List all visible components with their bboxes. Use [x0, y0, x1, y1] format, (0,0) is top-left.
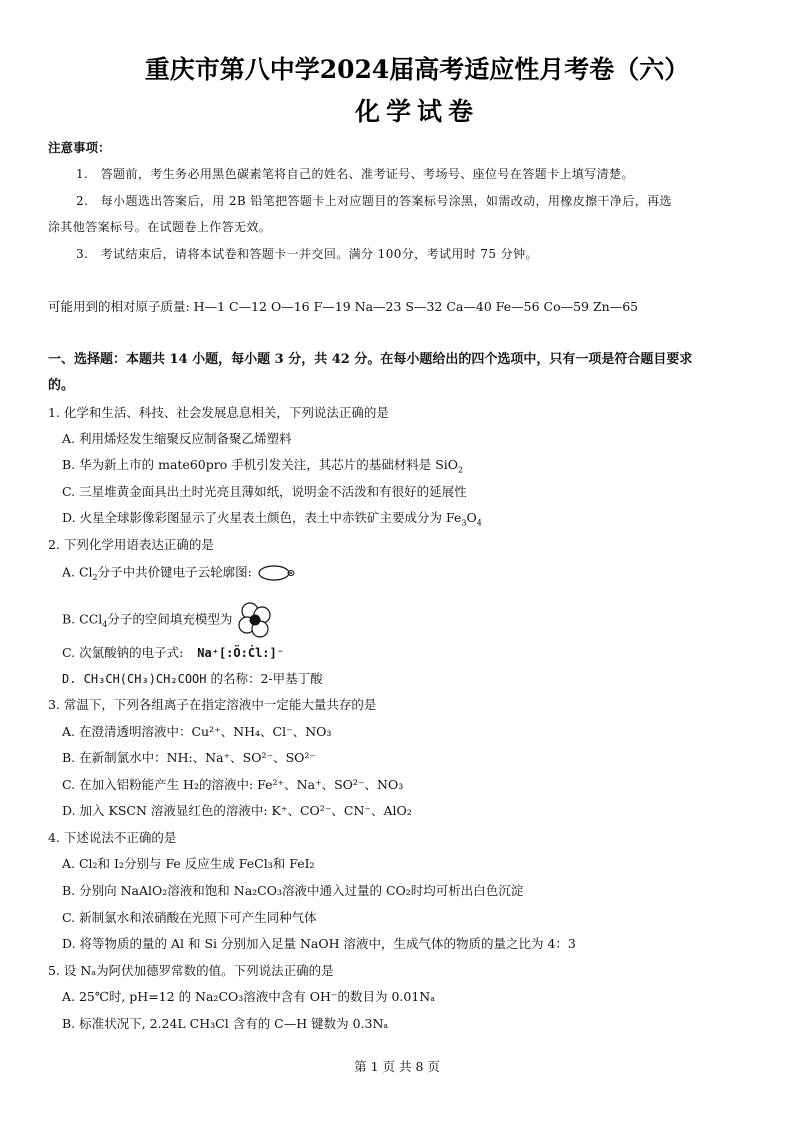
question-2-stem: 2. 下列化学用语表达正确的是 [48, 537, 214, 552]
q3-option-d: D. 加入 KSCN 溶液显红色的溶液中: K⁺、CO²⁻、CN⁻、AlO₂ [62, 803, 412, 818]
sodium-hypochlorite-formula: Na⁺[:Ö:Ċl:]⁻ [197, 646, 284, 660]
section-heading: 一、选择题：本题共 14 小题，每小题 3 分，共 42 分。在每小题给出的四个选项中，只有一项是符合题目要求 [48, 352, 693, 367]
q1-option-c: C. 三星堆黄金面具出土时光亮且薄如纸，说明金不活泼和有很好的延展性 [62, 484, 467, 499]
note-item: 1. 答题前，考生务必用黑色碳素笔将自己的姓名、准考证号、考场号、座位号在答题卡上填写清楚。 [76, 167, 634, 181]
q4-option-a: A. Cl₂和 I₂分别与 Fe 反应生成 FeCl₃和 FeI₂ [62, 856, 315, 871]
q2-option-c: C. 次氯酸钠的电子式: Na⁺[:Ö:Ċl:]⁻ [62, 645, 284, 660]
q5-option-a: A. 25℃时, pH=12 的 Na₂CO₃溶液中含有 OH⁻的数目为 0.01Nₐ [62, 989, 436, 1004]
q1-option-d: D. 火星全球影像彩图显示了火星表土颜色，表土中赤铁矿主要成分为 $Fe_3O_4$ [62, 510, 482, 528]
notes-heading: 注意事项： [48, 140, 111, 155]
question-5-stem: 5. 设 Nₐ为阿伏加德罗常数的值。下列说法正确的是 [48, 963, 334, 978]
space-filling-model-icon [236, 601, 274, 639]
q3-option-a: A. 在澄清透明溶液中：Cu²⁺、NH₄、Cl⁻、NO₃ [62, 724, 332, 739]
note-item: 3. 考试结束后，请将本试卷和答题卡一并交回。满分 100分，考试用时 75 分钟。 [76, 247, 538, 261]
section-heading-cont: 的。 [48, 378, 75, 393]
q2-option-d: D. CH₃CH(CH₃)CH₂COOH 的名称：2-甲基丁酸 [62, 671, 323, 686]
q1-option-a: A. 利用烯烃发生缩聚反应制备聚乙烯塑料 [62, 431, 292, 446]
question-3-stem: 3. 常温下，下列各组离子在指定溶液中一定能大量共存的是 [48, 697, 377, 712]
q4-option-c: C. 新制氯水和浓硝酸在光照下可产生同种气体 [62, 910, 317, 925]
note-item: 2. 每小题选出答案后，用 2B 铅笔把答题卡上对应题目的答案标号涂黑，如需改动，用橡皮擦干净后，再选 [76, 194, 672, 208]
question-4-stem: 4. 下述说法不正确的是 [48, 830, 177, 845]
question-1-stem: 1. 化学和生活、科技、社会发展息息相关，下列说法正确的是 [48, 405, 389, 420]
q4-option-b: B. 分别向 NaAlO₂溶液和饱和 Na₂CO₃溶液中通入过量的 CO₂时均可析出白色沉淀 [62, 883, 524, 898]
note-item: 涂其他答案标号。在试题卷上作答无效。 [48, 220, 272, 234]
exam-title: 重庆市第八中学2024届高考适应性月考卷（六） [144, 55, 690, 84]
q3-option-b: B. 在新制氯水中：NH:、Na⁺、SO²⁻、SO²⁻ [62, 750, 317, 765]
page-number: 第 1 页 共 8 页 [354, 1059, 440, 1074]
q4-option-d: D. 将等物质的量的 Al 和 Si 分别加入足量 NaOH 溶液中，生成气体的物质的量之比为 4：3 [62, 936, 576, 951]
q5-option-b: B. 标准状况下, 2.24L CH₃Cl 含有的 C—H 键数为 0.3Nₐ [62, 1016, 389, 1031]
electron-cloud-icon [256, 564, 298, 582]
atomic-mass-line: 可能用到的相对原子质量: H—1 C—12 O—16 F—19 Na—23 S—32 Ca—40 Fe—56 Co—59 Zn—65 [48, 299, 639, 314]
q2-option-a: A. $Cl_2$分子中共价键电子云轮廓图: [62, 564, 298, 582]
exam-subject: 化学试卷 [354, 97, 479, 126]
q1-option-b: B. 华为新上市的 mate60pro 手机引发关注，其芯片的基础材料是 SiO$_2$ [62, 457, 464, 475]
q2-option-b: B. CCl$_4$分子的空间填充模型为 [62, 601, 274, 639]
q3-option-c: C. 在加入铝粉能产生 H₂的溶液中: Fe²⁺、Na⁺、SO²⁻、NO₃ [62, 777, 404, 792]
